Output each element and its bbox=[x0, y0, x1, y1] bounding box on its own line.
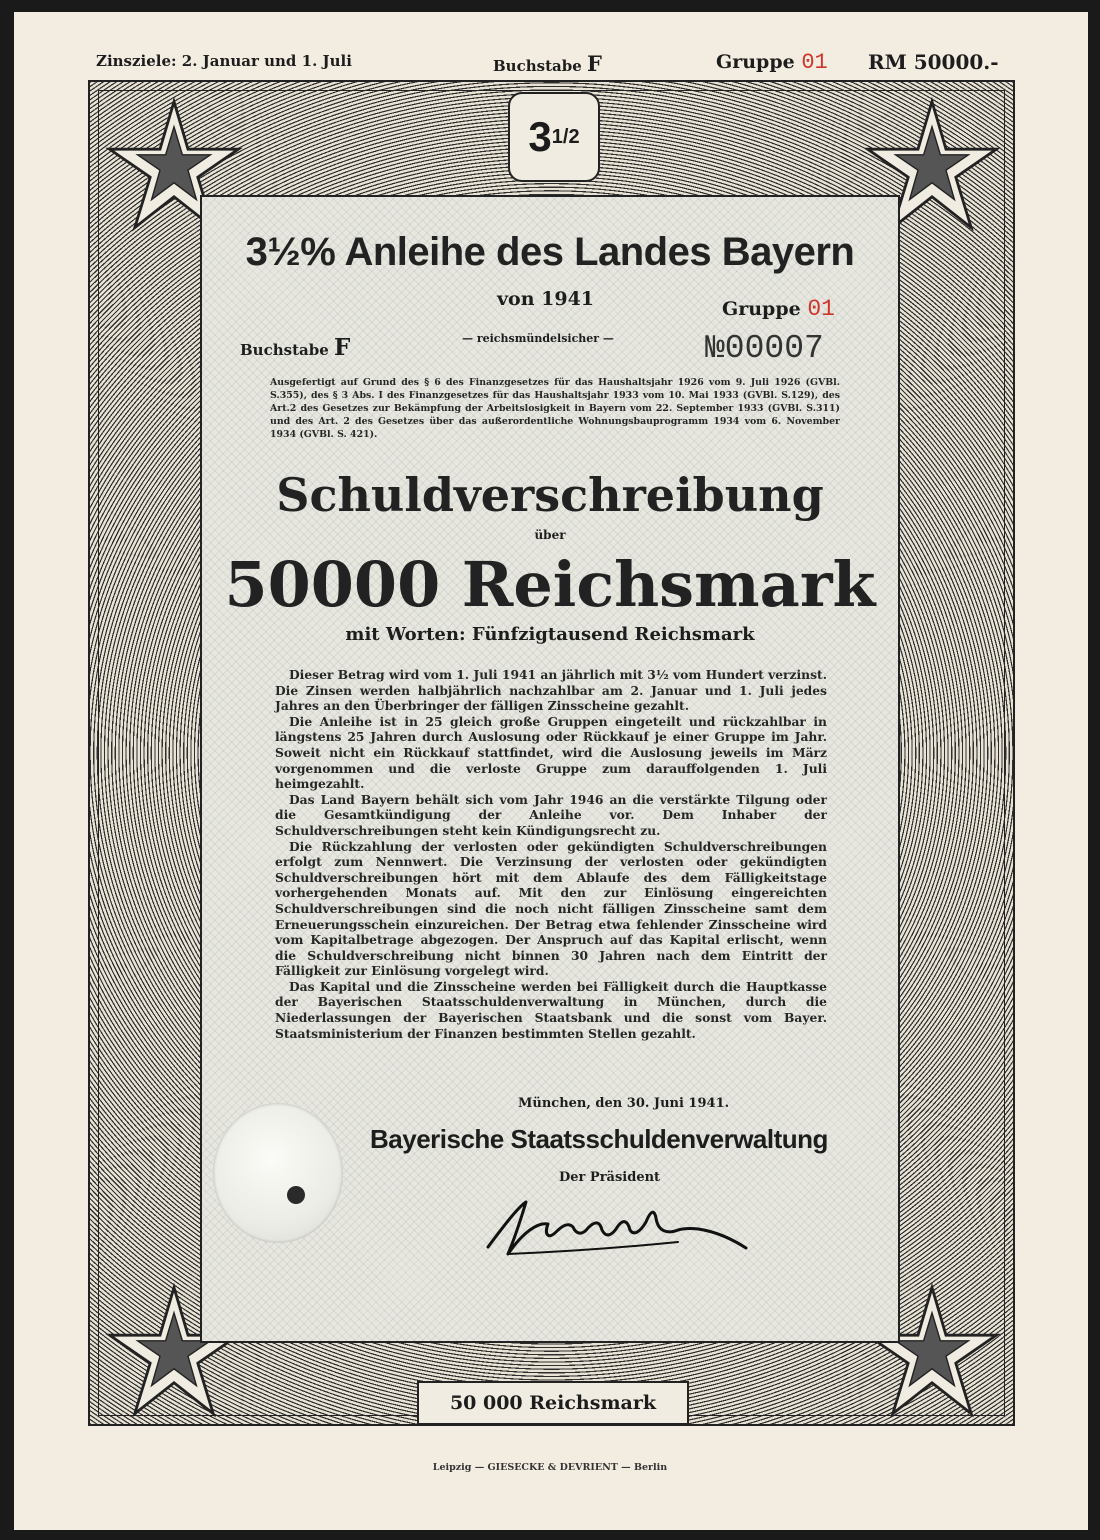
place-date: München, den 30. Juni 1941. bbox=[518, 1096, 730, 1111]
header-group-label: Gruppe bbox=[716, 51, 795, 73]
bond-group-label: Gruppe bbox=[722, 298, 801, 320]
principal-amount: 50000 Reichsmark bbox=[224, 548, 876, 621]
signatory-title: Der Präsident bbox=[559, 1170, 661, 1185]
interest-rate-cartouche bbox=[508, 92, 600, 182]
bond-terms bbox=[275, 667, 827, 1041]
header-group-number: 01 bbox=[801, 50, 828, 75]
serial-number: №00007 bbox=[705, 330, 824, 367]
header-amount: RM 50000.- bbox=[868, 50, 999, 74]
interest-rate-whole: 3 bbox=[528, 113, 552, 160]
terms-paragraph: Die Anleihe ist in 25 gleich große Gruppen eingeteilt und rückzahlbar in längstens 25 Jahren durch Auslosung oder Rückkauf je einer Gruppe im Jahr. Soweit nicht ein Rückkauf stattfindet, wird die Auslosung jeweils im März vorgenommen und die verloste Gruppe zum darauffolgenden 1. Juli heimgezahlt. bbox=[275, 713, 827, 792]
terms-paragraph: Das Land Bayern behält sich vom Jahr 1946 an die verstärkte Tilgung oder die Gesamtkündigung der Anleihe vor. Dem Inhaber der Schuldverschreibungen steht kein Kündigungsrecht zu. bbox=[275, 791, 827, 838]
president-signature bbox=[478, 1192, 758, 1272]
trustee-note: — reichsmündelsicher — bbox=[462, 332, 614, 345]
cancellation-punch-hole bbox=[287, 1186, 305, 1204]
bond-title: 3½% Anleihe des Landes Bayern bbox=[245, 230, 855, 274]
header-letter bbox=[493, 51, 602, 76]
header-letter-label: Buchstabe bbox=[493, 57, 582, 75]
printer-imprint: Leipzig — GIESECKE & DEVRIENT — Berlin bbox=[432, 1462, 668, 1473]
over-label: über bbox=[534, 528, 566, 542]
bottom-amount-label: 50 000 Reichsmark bbox=[449, 1392, 657, 1414]
document-heading: Schuldverschreibung bbox=[276, 468, 824, 522]
bond-letter-value: F bbox=[333, 334, 351, 361]
bond-letter bbox=[240, 334, 350, 361]
terms-paragraph: Dieser Betrag wird vom 1. Juli 1941 an jährlich mit 3½ vom Hundert verzinst. Die Zinsen werden halbjährlich nachzahlbar am 2. Januar und 1. Juli jedes Jahres an den Überbringer der fälligen Zinsscheine gezahlt. bbox=[275, 667, 827, 714]
terms-paragraph: Die Rückzahlung der verlosten oder gekündigten Schuldverschreibungen erfolgt zum Nennwert. Die Verzinsung der verlosten oder gekündigten Schuldverschreibungen hört mit dem Ablaufe des dem Fälligkeitstage vorhergehenden Monats auf. Mit den zur Einlösung eingereichten Schuldverschreibungen sind die noch nicht fälligen Zinsscheine samt dem Erneuerungsschein einzureichen. Der Betrag etwa fehlender Zinsscheine wird vom Kapitalbetrage abgezogen. Der Anspruch auf das Kapital erlischt, wenn die Schuldverschreibung nicht binnen 30 Jahren nach dem Eintritt der Fälligkeit zur Einlösung vorgelegt wird. bbox=[275, 838, 827, 979]
header-group bbox=[716, 50, 828, 75]
legal-basis: Ausgefertigt auf Grund des § 6 des Finanzgesetzes für das Haushaltsjahr 1926 vom 9. Juli 1926 (GVBl. S.355), des § 3 Abs. I des Finanzgesetzes für das Haushaltsjahr 1933 vom 10. Mai 1933 (GVBl. S.129), des Art.2 des Gesetzes zur Bekämpfung der Arbeitslosigkeit in Bayern vom 22. September 1933 (GVBl. S.311) und des Art. 2 des Gesetzes über das außerordentliche Wohnungsbauprogramm 1934 vom 6. November 1934 (GVBl. S. 421). bbox=[270, 377, 840, 440]
bond-group bbox=[722, 296, 835, 322]
bond-year: von 1941 bbox=[497, 288, 595, 310]
bond-letter-label: Buchstabe bbox=[240, 341, 329, 359]
interest-rate-fraction: 1/2 bbox=[551, 125, 580, 148]
embossed-seal bbox=[213, 1103, 343, 1243]
bottom-amount-box bbox=[417, 1381, 689, 1425]
amount-in-words: mit Worten: Fünfzigtausend Reichsmark bbox=[345, 624, 755, 645]
interest-dates: Zinsziele: 2. Januar und 1. Juli bbox=[96, 52, 352, 70]
terms-paragraph: Das Kapital und die Zinsscheine werden bei Fälligkeit durch die Hauptkasse der Bayerischen Staatsschuldenverwaltung in München, durch die Niederlassungen der Bayerischen Staatsbank und die sonst vom Bayer. Staatsministerium der Finanzen bestimmten Stellen gezahlt. bbox=[275, 978, 827, 1041]
bond-group-number: 01 bbox=[807, 296, 835, 322]
issuer-name: Bayerische Staatsschuldenverwaltung bbox=[370, 1124, 828, 1154]
header-letter-value: F bbox=[586, 51, 602, 76]
